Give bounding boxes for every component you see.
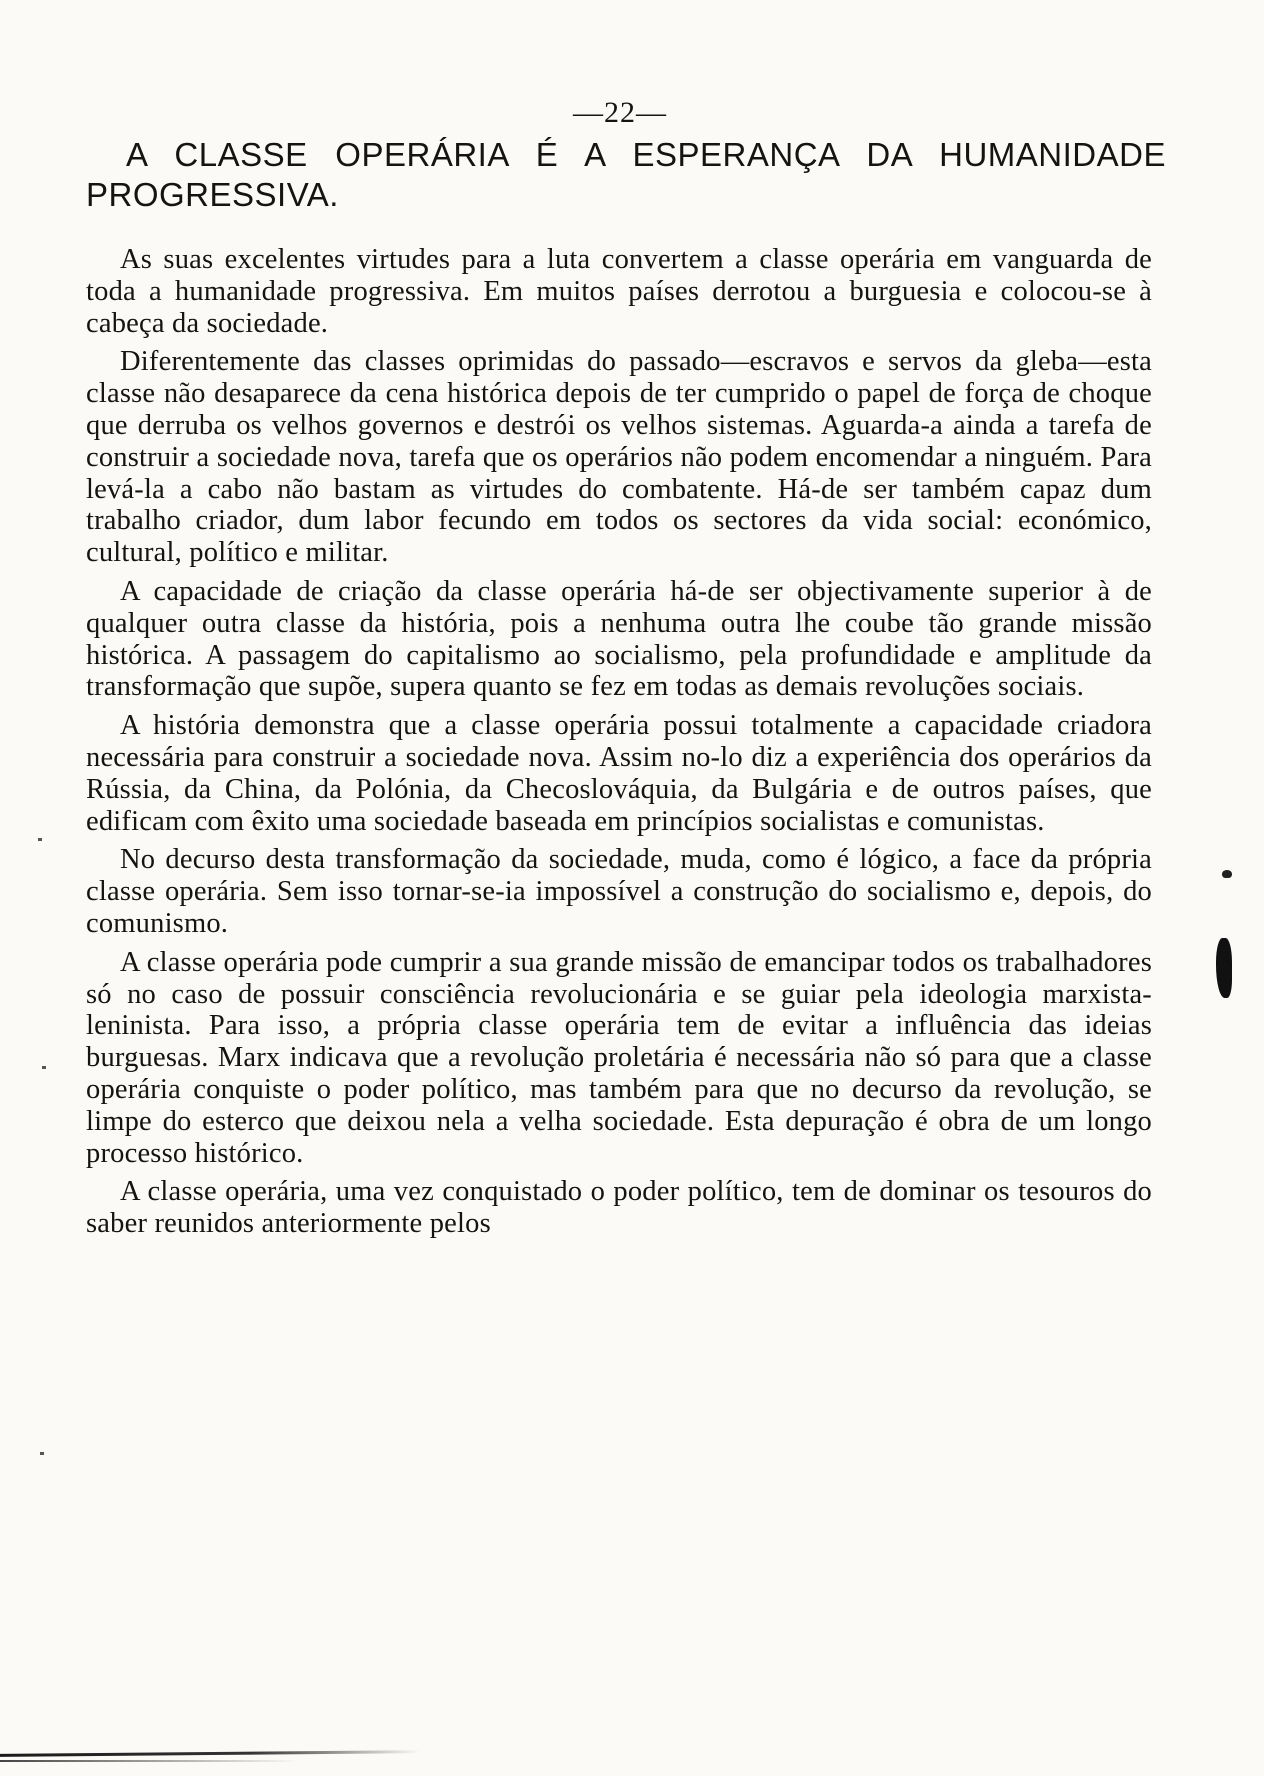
page-number: —22— <box>573 96 667 129</box>
section-heading-text: A CLASSE OPERÁRIA É A ESPERANÇA DA HUMANIDADE PROGRESSIVA. <box>86 136 1166 213</box>
paragraph: A classe operária pode cumprir a sua grande missão de emancipar todos os trabalhadores só no caso de possuir consciência revolucionária e se guiar pela ideologia marxista-leninista. Para isso, a própria classe operária tem de evitar a influência das ideias burguesas. Marx indicava que a revolução proletária é necessária não só para que a classe operária conquiste o poder político, mas também para que no decurso da revolução, se limpe do esterco que deixou nela a velha sociedade. Esta depuração é obra de um longo processo histórico. <box>86 946 1152 1169</box>
paragraph: A história demonstra que a classe operária possui totalmente a capacidade criadora necessária para construir a sociedade nova. Assim no-lo diz a experiência dos operários da Rússia, da China, da Polónia, da Checoslováquia, da Bulgária e de outros países, que edificam com êxito uma sociedade baseada em princípios socialistas e comunistas. <box>86 710 1152 837</box>
margin-mark <box>40 1452 44 1455</box>
section-heading <box>86 135 1166 215</box>
scan-edge-line <box>0 1750 420 1757</box>
paragraph: No decurso desta transformação da sociedade, muda, como é lógico, a face da própria classe operária. Sem isso tornar-se-ia impossível a construção do socialismo e, depois, do comunismo. <box>86 844 1152 939</box>
margin-mark <box>38 838 42 841</box>
scan-smudge <box>1216 938 1232 998</box>
scan-edge-line <box>0 1760 300 1762</box>
paragraph: A capacidade de criação da classe operária há-de ser objectivamente superior à de qualquer outra classe da história, pois a nenhuma outra lhe coube tão grande missão histórica. A passagem do capitalismo ao socialismo, pela profundidade e amplitude da transformação que supõe, supera quanto se fez em todas as demais revoluções sociais. <box>86 575 1152 703</box>
paragraph: As suas excelentes virtudes para a luta convertem a classe operária em vanguarda de toda a humanidade progressiva. Em muitos países derrotou a burguesia e colocou-se à cabeça da sociedade. <box>86 244 1152 339</box>
paragraph: Diferentemente das classes oprimidas do passado—escravos e servos da gleba—esta classe não desaparece da cena histórica depois de ter cumprido o papel de força de choque que derruba os velhos governos e destrói os velhos sistemas. Aguarda-a ainda a tarefa de construir a sociedade nova, tarefa que os operários não podem encomendar a ninguém. Para levá-la a cabo não bastam as virtudes do combatente. Há-de ser também capaz dum trabalho criador, dum labor fecundo em todos os sectores da vida social: económico, cultural, político e militar. <box>86 346 1152 569</box>
paragraph: A classe operária, uma vez conquistado o poder político, tem de dominar os tesouros do saber reunidos anteriormente pelos <box>86 1176 1152 1240</box>
body-text <box>86 244 1152 1247</box>
scan-smudge <box>1222 870 1232 878</box>
margin-mark <box>42 1066 46 1069</box>
